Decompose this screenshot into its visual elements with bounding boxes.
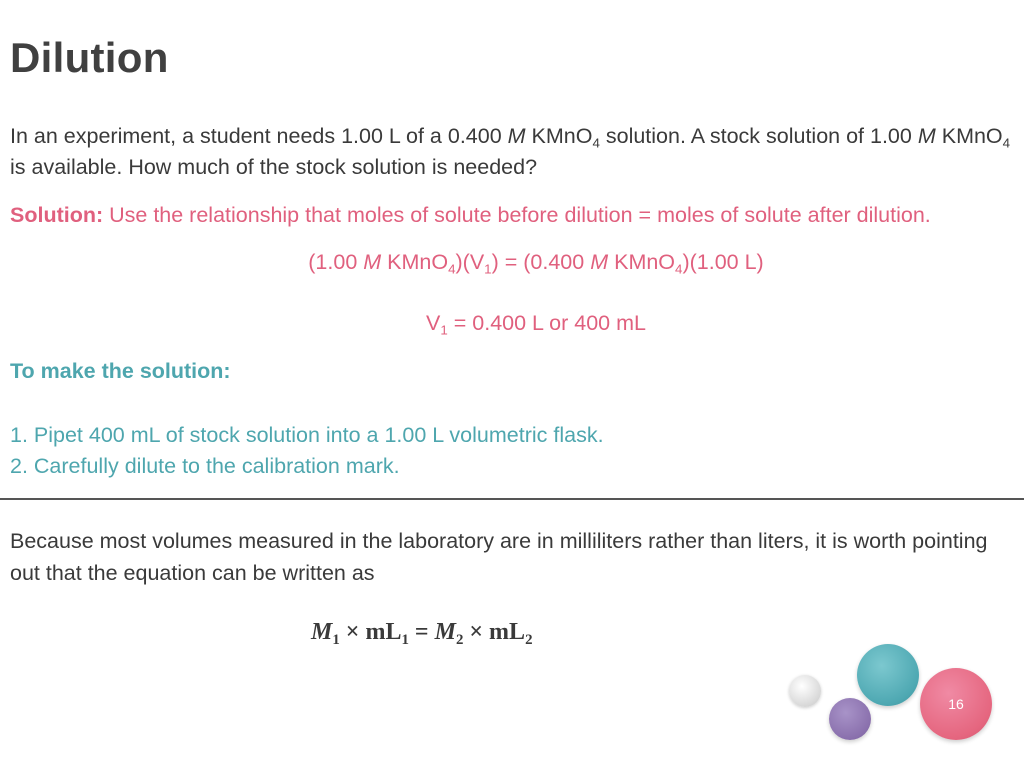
problem-text: solution. A stock solution of 1.00 <box>599 124 918 148</box>
problem-text: KMnO <box>935 124 1003 148</box>
equation-result <box>0 311 1024 336</box>
problem-text: is available. How much of the stock solution is needed? <box>10 155 538 179</box>
equation-part: ) = (0.400 <box>491 250 591 274</box>
solution-text: Use the relationship that moles of solute before dilution = moles of solute after dilution. <box>103 203 931 227</box>
subscript: 4 <box>1002 135 1011 151</box>
molarity-symbol: M <box>434 619 456 645</box>
page-number: 16 <box>948 696 964 712</box>
equation-part: V <box>426 311 441 335</box>
molarity-symbol: M <box>917 124 936 148</box>
note-paragraph: Because most volumes measured in the laboratory are in milliliters rather than liters, it is worth pointing out that the equation can be written as <box>10 529 988 585</box>
subscript: 1 <box>401 632 409 649</box>
subscript: 2 <box>525 632 533 649</box>
problem-text: KMnO <box>525 124 593 148</box>
procedure-heading: To make the solution: <box>10 359 231 383</box>
molarity-symbol: M <box>363 250 382 274</box>
slide-title: Dilution <box>10 34 169 81</box>
formula-part: × mL <box>463 619 526 645</box>
page-number-badge <box>920 668 992 740</box>
molarity-symbol: M <box>311 619 333 645</box>
equation-dilution <box>0 250 1024 275</box>
decorative-circle-teal <box>857 644 919 706</box>
equation-part: )(1.00 L) <box>682 250 764 274</box>
subscript: 1 <box>440 322 448 338</box>
subscript: 2 <box>455 632 464 649</box>
solution-label: Solution: <box>10 203 104 227</box>
formula-part: = <box>408 619 435 645</box>
procedure-step-1: 1. Pipet 400 mL of stock solution into a 1.00 L volumetric flask. <box>10 423 604 447</box>
formula-part: × mL <box>339 619 402 645</box>
problem-text: In an experiment, a student needs 1.00 L of a 0.400 <box>10 124 508 148</box>
subscript: 1 <box>332 632 340 649</box>
problem-statement <box>10 121 1015 183</box>
subscript: 4 <box>448 261 456 277</box>
equation-part: (1.00 <box>308 250 364 274</box>
subscript: 1 <box>484 261 492 277</box>
equation-part: KMnO <box>381 250 449 274</box>
procedure-step-2: 2. Carefully dilute to the calibration mark. <box>10 454 400 478</box>
molarity-symbol: M <box>590 250 609 274</box>
subscript: 4 <box>675 261 683 277</box>
equation-part: = 0.400 L or 400 mL <box>447 311 646 335</box>
subscript: 4 <box>592 135 600 151</box>
equation-part: KMnO <box>608 250 676 274</box>
dilution-formula <box>311 619 533 649</box>
decorative-circle-purple <box>829 698 871 740</box>
divider-line <box>0 498 1024 500</box>
solution-statement <box>10 200 1015 231</box>
equation-part: )(V <box>455 250 485 274</box>
decorative-circle-gray <box>789 675 821 707</box>
procedure-steps <box>10 420 604 482</box>
molarity-symbol: M <box>507 124 526 148</box>
